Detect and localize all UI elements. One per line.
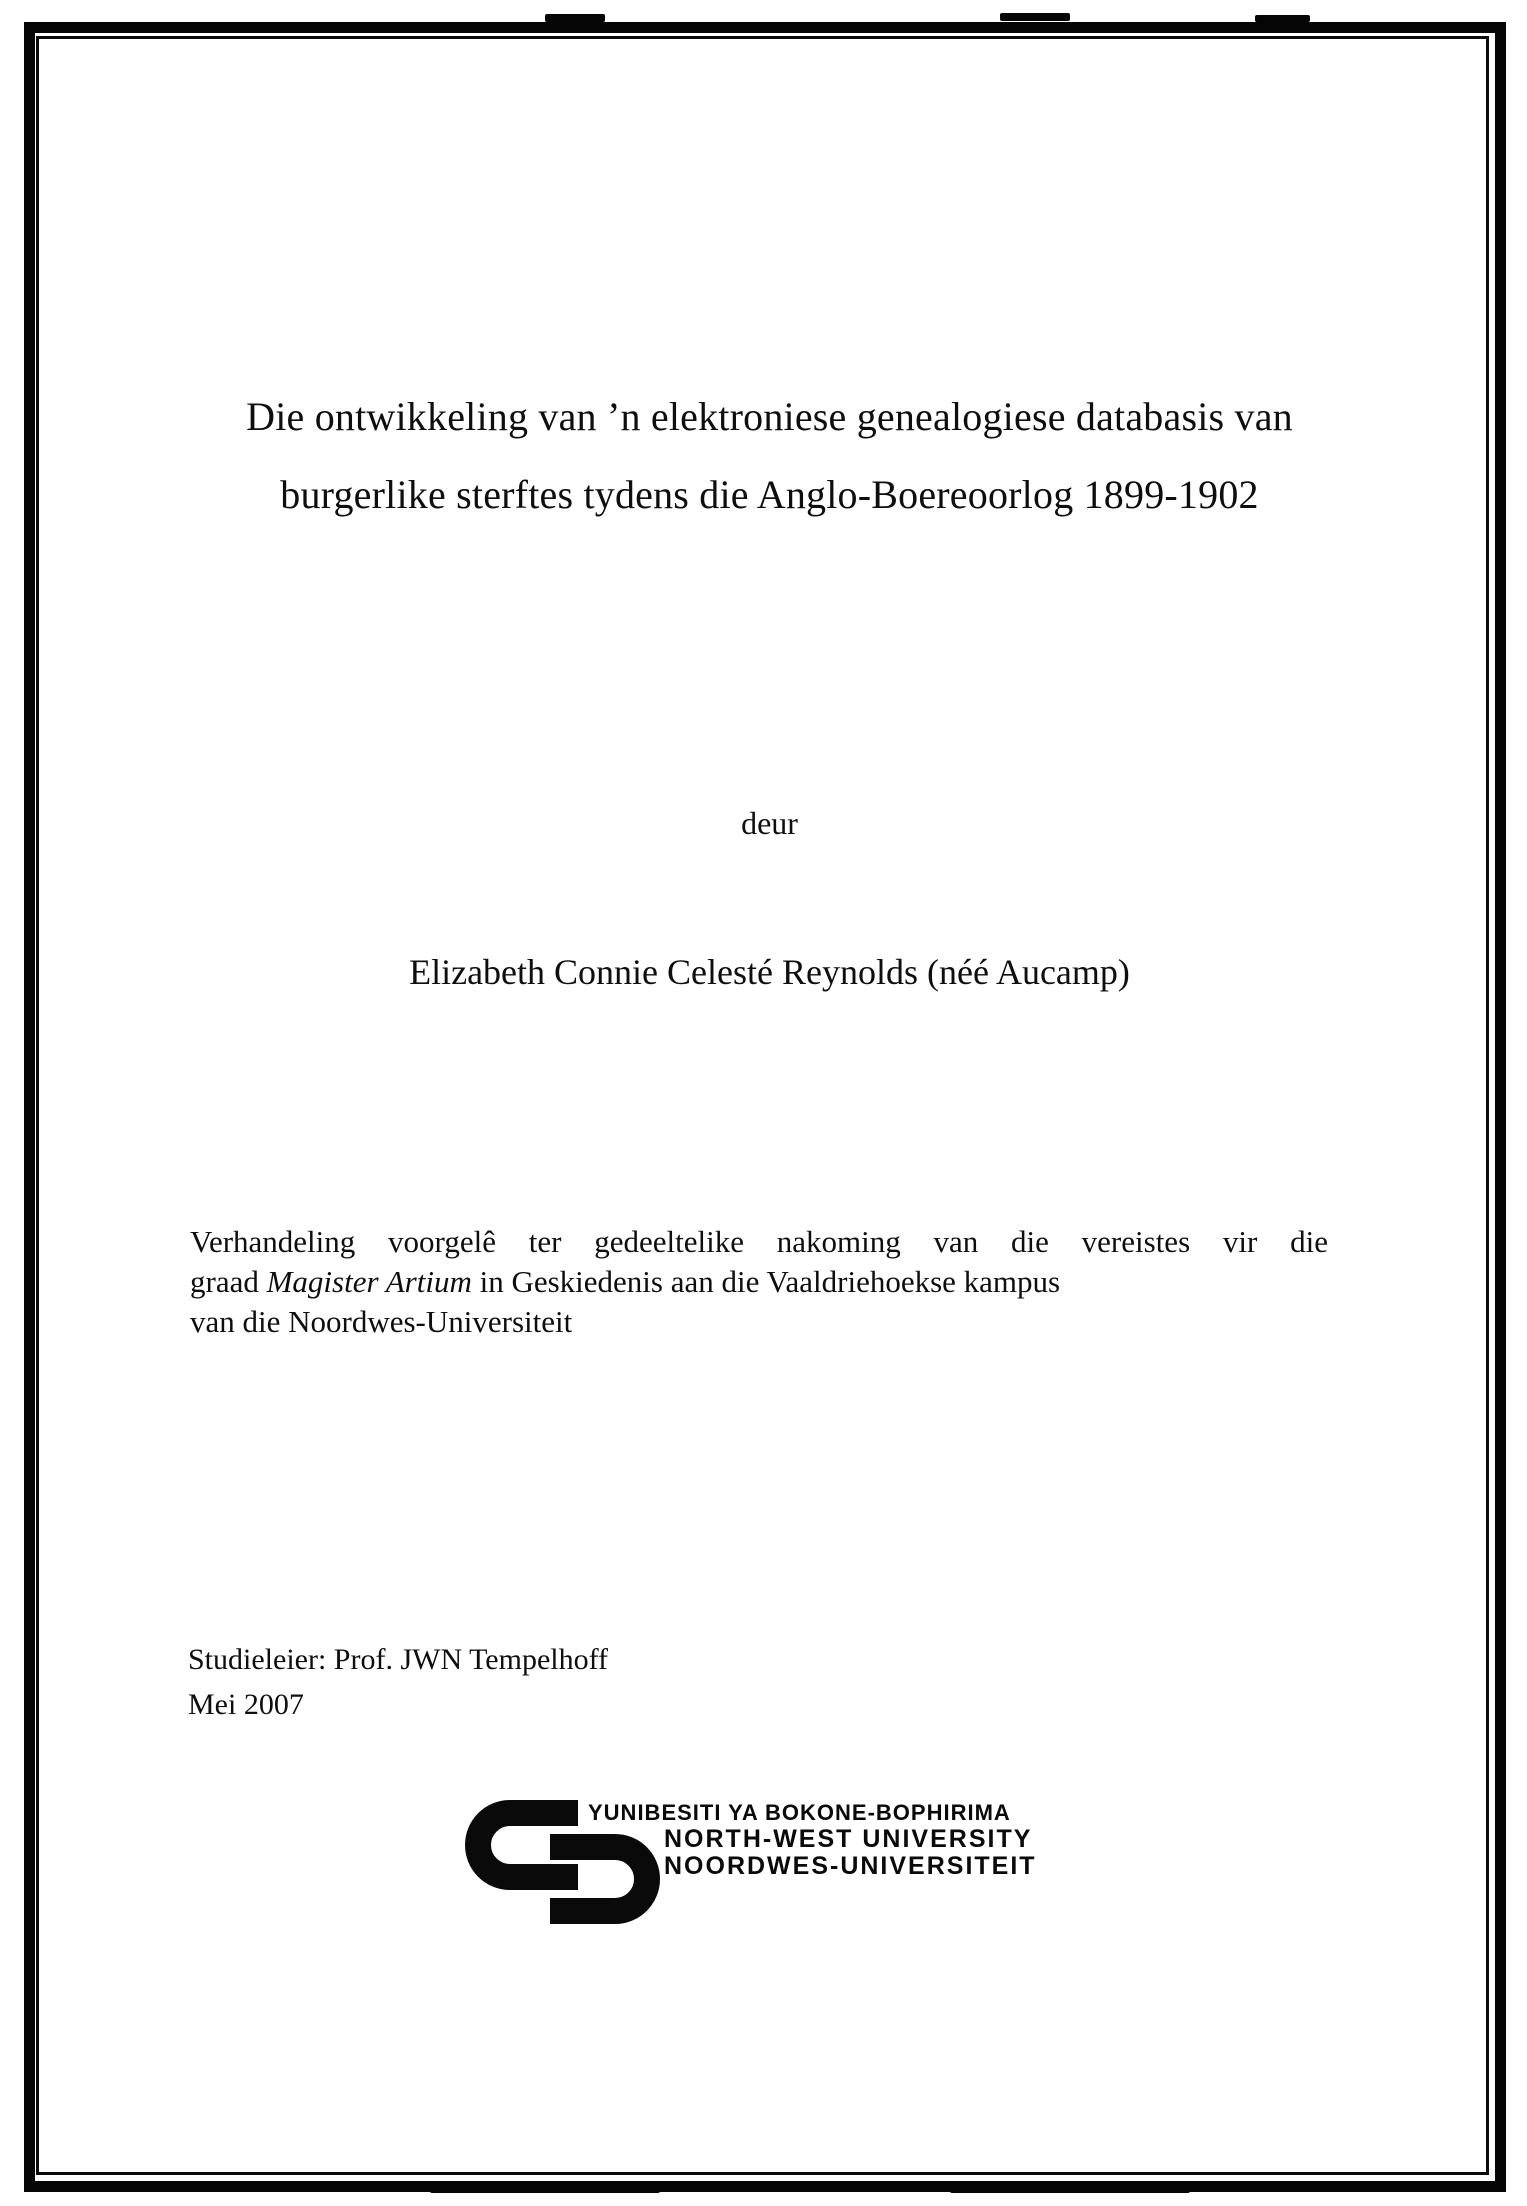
scan-artifact [1255,15,1310,22]
nwu-logo-line-setswana: YUNIBESITI YA BOKONE-BOPHIRIMA [588,1800,1011,1825]
scan-artifact [950,2186,1190,2193]
scan-artifact [430,2186,660,2193]
degree-statement-line2-prefix: graad [190,1264,267,1299]
nwu-logo-text [588,1799,1037,1880]
degree-statement-line3: van die Noordwes-Universiteit [190,1304,573,1339]
nwu-logo-line-afrikaans: NOORDWES-UNIVERSITEIT [664,1852,1037,1880]
author-name: Elizabeth Connie Celesté Reynolds (néé Aucamp) [409,952,1130,992]
degree-statement [190,1222,1328,1342]
thesis-title-line1: Die ontwikkeling van ’n elektroniese genealogiese databasis van [246,394,1293,439]
byline-label: deur [741,805,798,841]
degree-statement-line2 [190,1262,1328,1302]
thesis-title-line2: burgerlike sterftes tydens die Anglo-Boereoorlog 1899-1902 [280,472,1259,517]
date-line: Mei 2007 [188,1688,304,1721]
supervisor-line: Studieleier: Prof. JWN Tempelhoff [188,1643,609,1676]
scan-artifact [545,14,605,22]
nwu-logo-line-english: NORTH-WEST UNIVERSITY [664,1825,1033,1853]
supervisor-block [188,1637,608,1727]
degree-statement-line1: Verhandeling voorgelê ter gedeeltelike nakoming van die vereistes vir die [190,1224,1328,1259]
degree-name-italic: Magister Artium [266,1264,472,1299]
degree-statement-line2-suffix: in Geskiedenis aan die Vaaldriehoekse kampus [471,1264,1061,1299]
scan-artifact [1000,13,1070,21]
thesis-title [0,378,1527,534]
